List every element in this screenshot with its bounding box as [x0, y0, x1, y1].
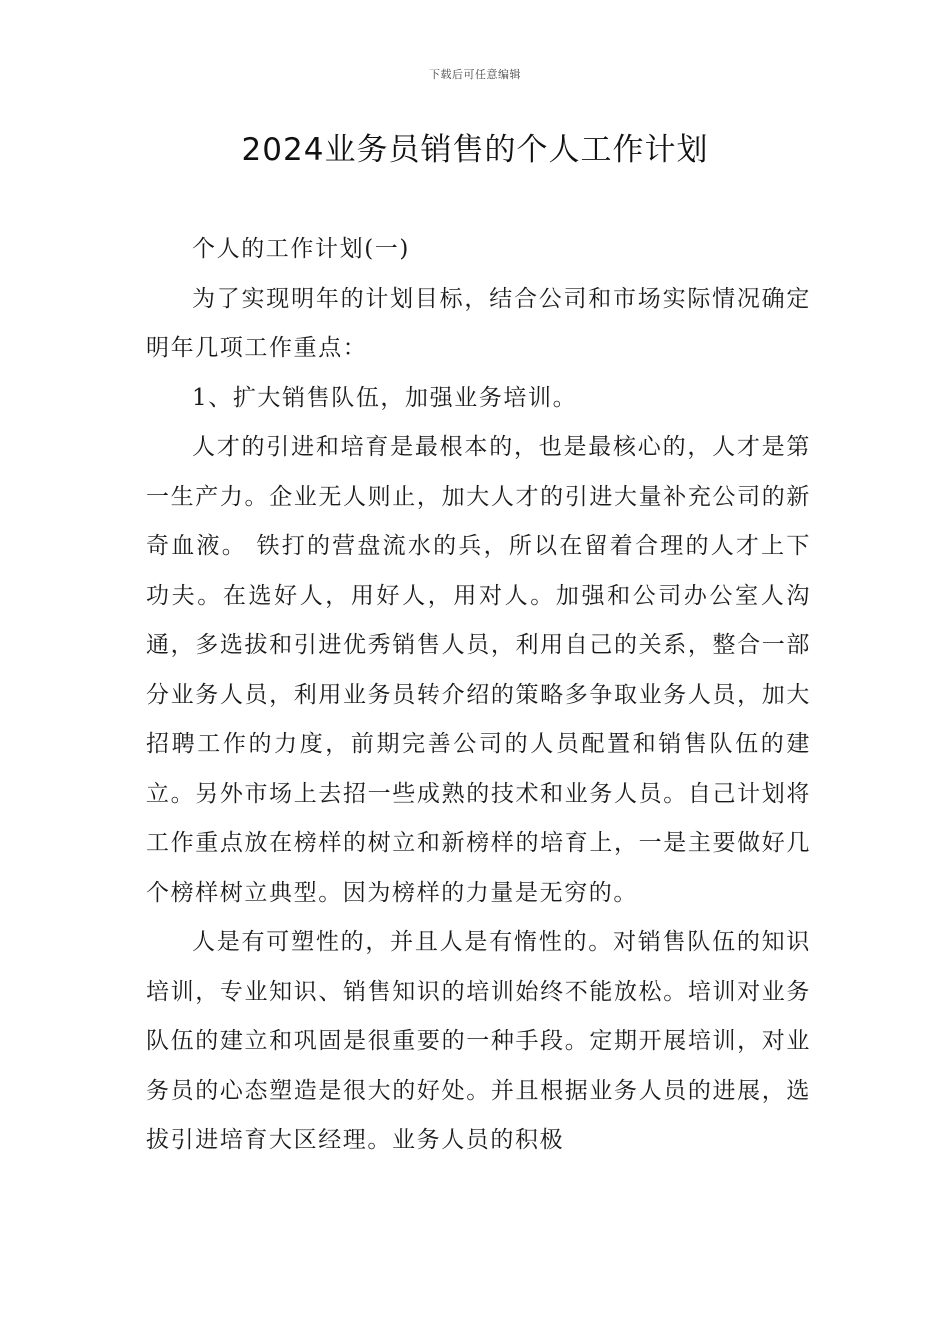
paragraph: 人是有可塑性的，并且人是有惰性的。对销售队伍的知识培训，专业知识、销售知识的培训始终不能放松。培训对业务队伍的建立和巩固是很重要的一种手段。定期开展培训，对业务员的心态塑造是很大的好处。并且根据业务人员的进展，选拔引进培育大区经理。业务人员的积极	[146, 929, 811, 1153]
document-title: 2024业务员销售的个人工作计划	[241, 132, 709, 168]
list-item-heading: 1、扩大销售队伍，加强业务培训。	[192, 384, 578, 411]
paragraph: 为了实现明年的计划目标，结合公司和市场实际情况确定明年几项工作重点：	[146, 285, 811, 361]
section-heading: 个人的工作计划(一)	[192, 236, 410, 262]
document-body	[146, 225, 811, 1166]
header-note: 下载后可任意编辑	[429, 68, 521, 81]
paragraph: 人才的引进和培育是最根本的，也是最核心的，人才是第一生产力。企业无人则止，加大人才的引进大量补充公司的新奇血液。 铁打的营盘流水的兵，所以在留着合理的人才上下功夫。在选好人，用好人，用对人。加强和公司办公室人沟通，多选拔和引进优秀销售人员，利用自己的关系，整合一部分业务人员，利用业务员转介绍的策略多争取业务人员，加大招聘工作的力度，前期完善公司的人员配置和销售队伍的建立。另外市场上去招一些成熟的技术和业务人员。自己计划将工作重点放在榜样的树立和新榜样的培育上，一是主要做好几个榜样树立典型。因为榜样的力量是无穷的。	[146, 434, 811, 906]
